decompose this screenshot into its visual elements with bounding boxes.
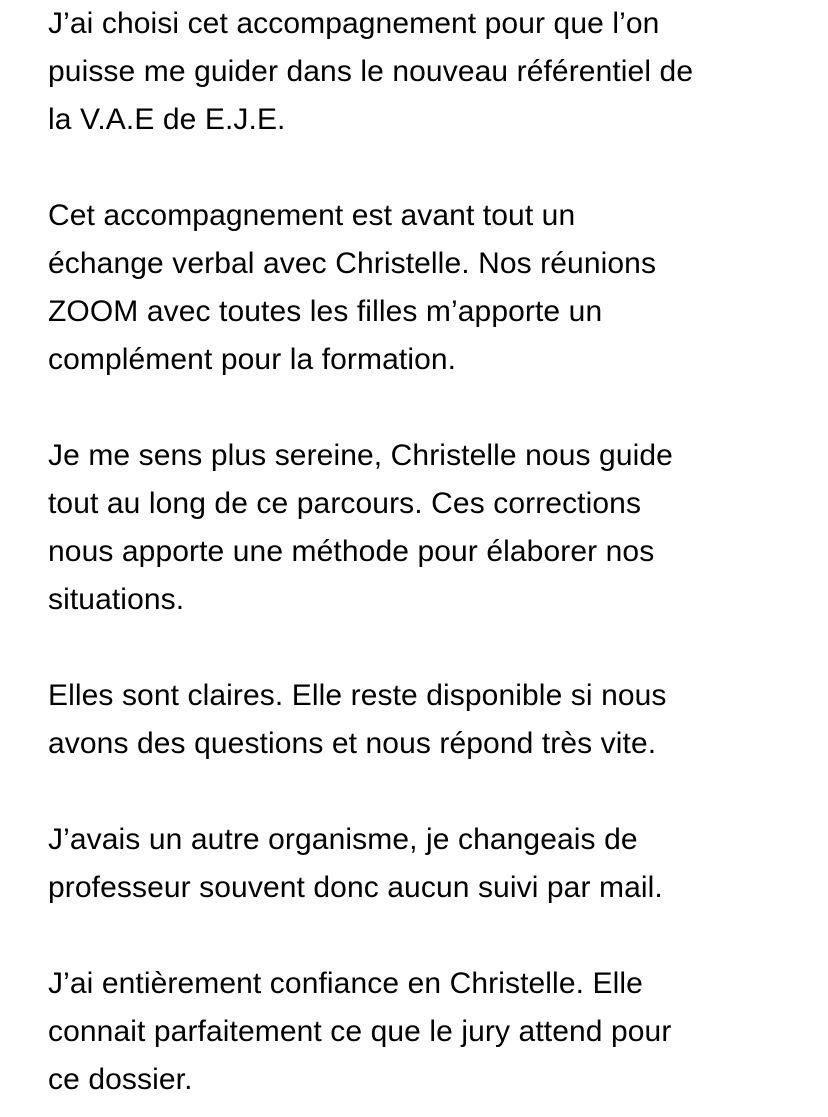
text-line: J’ai choisi cet accompagnement pour que l’on [48,7,660,40]
paragraph-1 [48,0,818,144]
paragraph-5 [48,816,818,912]
text-line: avons des questions et nous répond très vite. [48,727,657,760]
text-line: échange verbal avec Christelle. Nos réunions [48,247,657,280]
text-line: Elles sont claires. Elle reste disponible si nous [48,679,667,712]
text-line: ZOOM avec toutes les filles m’apporte un [48,295,603,328]
text-line: Cet accompagnement est avant tout un [48,199,576,232]
text-line: situations. [48,583,185,616]
paragraph-6 [48,960,818,1104]
paragraph-2 [48,192,818,384]
text-line: professeur souvent donc aucun suivi par mail. [48,871,663,904]
paragraph-4 [48,672,818,768]
text-line: la V.A.E de E.J.E. [48,103,286,136]
text-line: puisse me guider dans le nouveau référentiel de [48,55,694,88]
text-line: J’avais un autre organisme, je changeais de [48,823,638,856]
text-line: connait parfaitement ce que le jury attend pour [48,1015,672,1048]
text-line: J’ai entièrement confiance en Christelle. Elle [48,967,643,1000]
text-line: Je me sens plus sereine, Christelle nous guide [48,439,673,472]
text-line: ce dossier. [48,1063,193,1096]
text-line: complément pour la formation. [48,343,457,376]
text-line: nous apporte une méthode pour élaborer nos [48,535,655,568]
text-line: tout au long de ce parcours. Ces corrections [48,487,642,520]
paragraph-3 [48,432,818,624]
